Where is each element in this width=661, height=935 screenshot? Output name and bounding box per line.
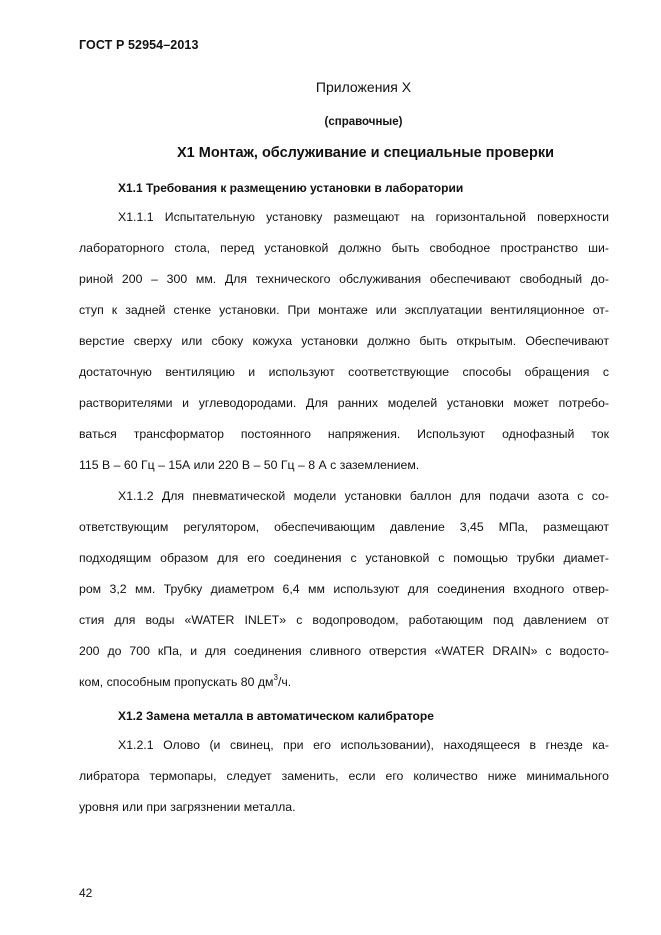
section-title: Х1 Монтаж, обслуживание и специальные проверки (176, 145, 555, 161)
appendix-title: Приложения Х (315, 79, 412, 95)
text-line: ступ к задней стенке установки. При монтаже или эксплуатации вентиляционное от- (79, 303, 609, 317)
text-line: либратора термопары, следует заменить, если его количество ниже минимального (79, 769, 609, 783)
superscript: 3 (273, 672, 278, 682)
text-line: стия для воды «WATER INLET» с водопроводом, работающим под давлением от (79, 613, 609, 627)
text-fragment: ком, способным пропускать 80 дм (79, 675, 274, 689)
text-line: 115 В – 60 Гц – 15А или 220 В – 50 Гц – 8 А с заземлением. (79, 458, 420, 472)
text-line: Х1.2.1 Олово (и свинец, при его использовании), находящееся в гнезде ка- (118, 738, 609, 752)
text-line: лабораторного стола, перед установкой должно быть свободное пространство ши- (79, 241, 609, 255)
text-line: 200 до 700 кПа, и для соединения сливного отверстия «WATER DRAIN» с водосто- (79, 644, 609, 658)
text-line: Х1.1.2 Для пневматической модели установки баллон для подачи азота с со- (118, 489, 609, 503)
text-line: верстие сверху или сбоку кожуха установки должно быть открытым. Обеспечивают (79, 334, 609, 348)
text-line: ответствующим регулятором, обеспечивающим давление 3,45 МПа, размещают (79, 520, 609, 534)
page-number: 42 (79, 886, 93, 900)
appendix-note: (справочные) (324, 116, 403, 128)
text-line: ваться трансформатор постоянного напряжения. Используют однофазный ток (79, 427, 609, 441)
text-line: Х1.1.1 Испытательную установку размещают на горизонтальной поверхности (118, 210, 609, 224)
text-line: растворителями и углеводородами. Для ранних моделей установки может потребо- (79, 396, 609, 410)
text-line: уровня или при загрязнении металла. (79, 800, 296, 814)
text-line: ром 3,2 мм. Трубку диаметром 6,4 мм используют для соединения входного отвер- (79, 582, 609, 596)
text-line (79, 667, 609, 698)
document-code: ГОСТ Р 52954–2013 (79, 38, 199, 52)
text-line: риной 200 – 300 мм. Для технического обслуживания обеспечивают свободный до- (79, 272, 609, 286)
subsection-title-x1-2: Х1.2 Замена металла в автоматическом калибраторе (118, 709, 434, 723)
paragraph-x1-1-2 (79, 481, 609, 698)
subsection-title-x1-1: Х1.1 Требования к размещению установки в лаборатории (118, 181, 464, 195)
text-line: подходящим образом для его соединения с установкой с помощью трубки диамет- (79, 551, 609, 565)
paragraph-x1-2-1 (79, 730, 609, 823)
text-fragment: /ч. (277, 675, 292, 689)
paragraph-x1-1-1 (79, 202, 609, 481)
text-line: достаточную вентиляцию и используют соответствующие способы обращения с (79, 365, 609, 379)
